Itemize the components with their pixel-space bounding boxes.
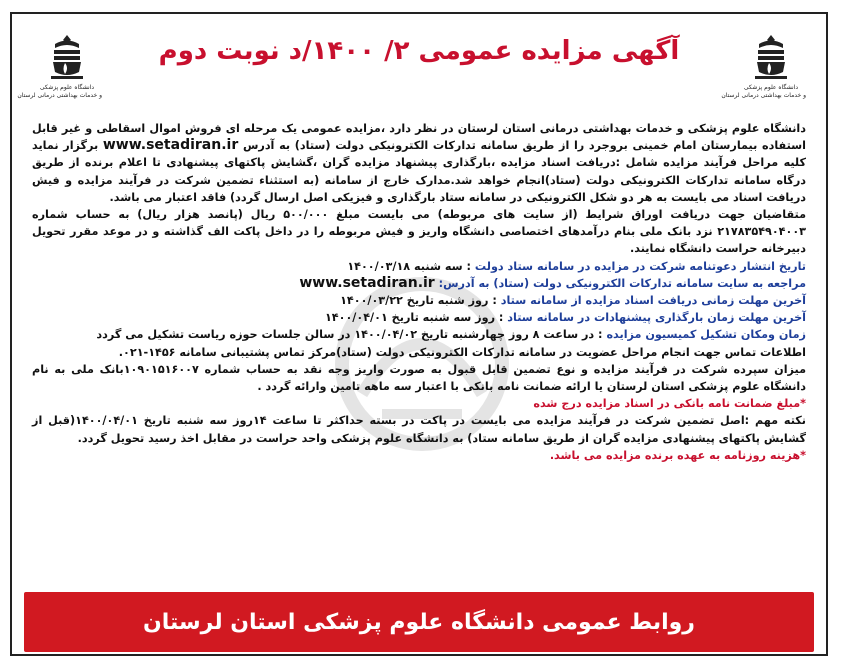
upload-deadline-row — [32, 309, 806, 326]
setadiran-link[interactable]: www.setadiran.ir — [102, 137, 239, 154]
upload-deadline-label: آخرین مهلت زمان بارگذاری پیشنهادات در سامانه ستاد — [507, 311, 806, 325]
logo-caption-line1: دانشگاه علوم پزشکی — [743, 84, 799, 91]
site-address-link[interactable]: www.setadiran.ir — [299, 274, 435, 291]
footer-text: روابط عمومی دانشگاه علوم پزشکی استان لرستان — [143, 609, 695, 635]
commission-label: زمان ومکان تشکیل کمیسیون مزایده — [606, 328, 806, 342]
deposit-paragraph: میزان سپرده شرکت در فرآیند مزایده و نوع تضمین قابل قبول به صورت واریز وجه نقد به حساب شماره ۱۰۹۰۱۵۱۶۰۰۷بانک ملی به نام دانشگاه علوم پزشکی استان لرستان یا ارائه ضمانت نامه بانکی با اعتبار سه ماهه تامین وارائه گردد . — [32, 362, 806, 394]
logo-caption-line2: و خدمات بهداشتی درمانی لرستان — [721, 92, 806, 99]
newspaper-cost-note: *هزینه روزنامه به عهده برنده مزایده می باشد. — [549, 448, 806, 462]
intro-rest-text: برگزار نماید کلیه مراحل فرآیند مزایده شامل :دریافت اسناد مزایده ،بارگذاری پیشنهاد مزایده گران ،گشایش پاکتهای پیشنهادی تا اعلام برنده از طریق درگاه سامانه تدارکات الکترونیکی دولت (ستاد)انجام خواهد شد.مدارک خارج از سامانه (به استثناء تضمین شرکت در فرآیند مزایده و فیش دریافت اسناد می بایست به هر دو شکل الکترونیکی در سامانه ستاد بارگذاری و فیزیکی اصل ارسال گردد) فاقد اعتبار می باشد. — [32, 139, 806, 204]
site-address-label: مراجعه به سایت سامانه تدارکات الکترونیکی دولت (ستاد) به آدرس: — [438, 276, 806, 290]
intro-text: دانشگاه علوم پزشکی و خدمات بهداشتی درمانی استان لرستان در نظر دارد ،مزایده عمومی یک مرحله ای فروش اموال اسقاطی و غیر قابل استفاده بیمارستان امام خمینی بروجرد را از طریق سامانه تدارکات الکترونیکی دولت (ستاد) به آدرس — [32, 122, 806, 153]
guarantee-note: *مبلغ ضمانت نامه بانکی در اسناد مزایده درج شده — [533, 397, 806, 411]
contact-paragraph: اطلاعات تماس جهت انجام مراحل عضویت در سامانه تدارکات الکترونیکی دولت (ستاد)مرکز تماس پشتیبانی سامانه ۱۴۵۶-۰۲۱. — [118, 345, 806, 359]
site-address-row — [32, 275, 806, 292]
logo-caption-line1: دانشگاه علوم پزشکی — [39, 84, 95, 91]
important-note: نکته مهم :اصل تضمین شرکت در فرآیند مزایده می بایست در پاکت در بسته حداکثر تا ساعت ۱۴روز سه شنبه تاریخ ۱۴۰۰/۰۴/۰۱(قبل از گشایش پاکتهای پیشنهادی مزایده گران از طریق سامانه ستاد) به دانشگاه علوم پزشکی واحد حراست در مقابل اخذ رسید تحویل گردد. — [32, 414, 806, 445]
university-emblem-icon — [45, 32, 89, 84]
intro-paragraph — [32, 120, 806, 206]
docs-deadline-row — [32, 292, 806, 309]
logo-caption-line2: و خدمات بهداشتی درمانی لرستان — [17, 92, 102, 99]
commission-value: : در ساعت ۸ روز چهارشنبه تاریخ ۱۴۰۰/۰۴/۰۲ در سالن جلسات حوزه ریاست تشکیل می گردد — [96, 328, 603, 342]
docs-deadline-value: : روز شنبه تاریخ ۱۴۰۰/۰۳/۲۲ — [340, 294, 497, 308]
upload-deadline-value: : روز سه شنبه تاریخ ۱۴۰۰/۰۴/۰۱ — [324, 311, 504, 325]
publish-date-row — [32, 258, 806, 275]
footer-banner — [24, 592, 814, 652]
university-emblem-icon — [749, 32, 793, 84]
university-logo-right — [721, 32, 806, 112]
applicants-paragraph: متقاضیان جهت دریافت اوراق شرایط (از سایت های مربوطه) می بایست مبلغ ۵۰۰/۰۰۰ ریال (پانصد هزار ریال) به حساب شماره ۲۱۷۸۳۵۴۹۰۴۰۰۳ نزد بانک ملی بنام درآمدهای اختصاصی دانشگاه واریز و فیش مربوطه را در داخل پاکت الف گذاشته و در موعد مقرر تحویل دبیرخانه حراست دانشگاه نمایند. — [32, 208, 806, 256]
university-logo-left — [17, 32, 102, 112]
ad-body — [32, 120, 806, 464]
publish-date-value: : سه شنبه ۱۴۰۰/۰۳/۱۸ — [347, 259, 471, 273]
docs-deadline-label: آخرین مهلت زمانی دریافت اسناد مزایده از سامانه ستاد — [500, 294, 806, 308]
publish-date-label: تاریخ انتشار دعوتنامه شرکت در مزایده در سامانه ستاد دولت — [474, 259, 806, 273]
advertisement-frame — [10, 12, 828, 656]
commission-row — [32, 326, 806, 343]
ad-title: آگهی مزایده عمومی ۲/ ۱۴۰۰/د نوبت دوم — [158, 36, 680, 66]
